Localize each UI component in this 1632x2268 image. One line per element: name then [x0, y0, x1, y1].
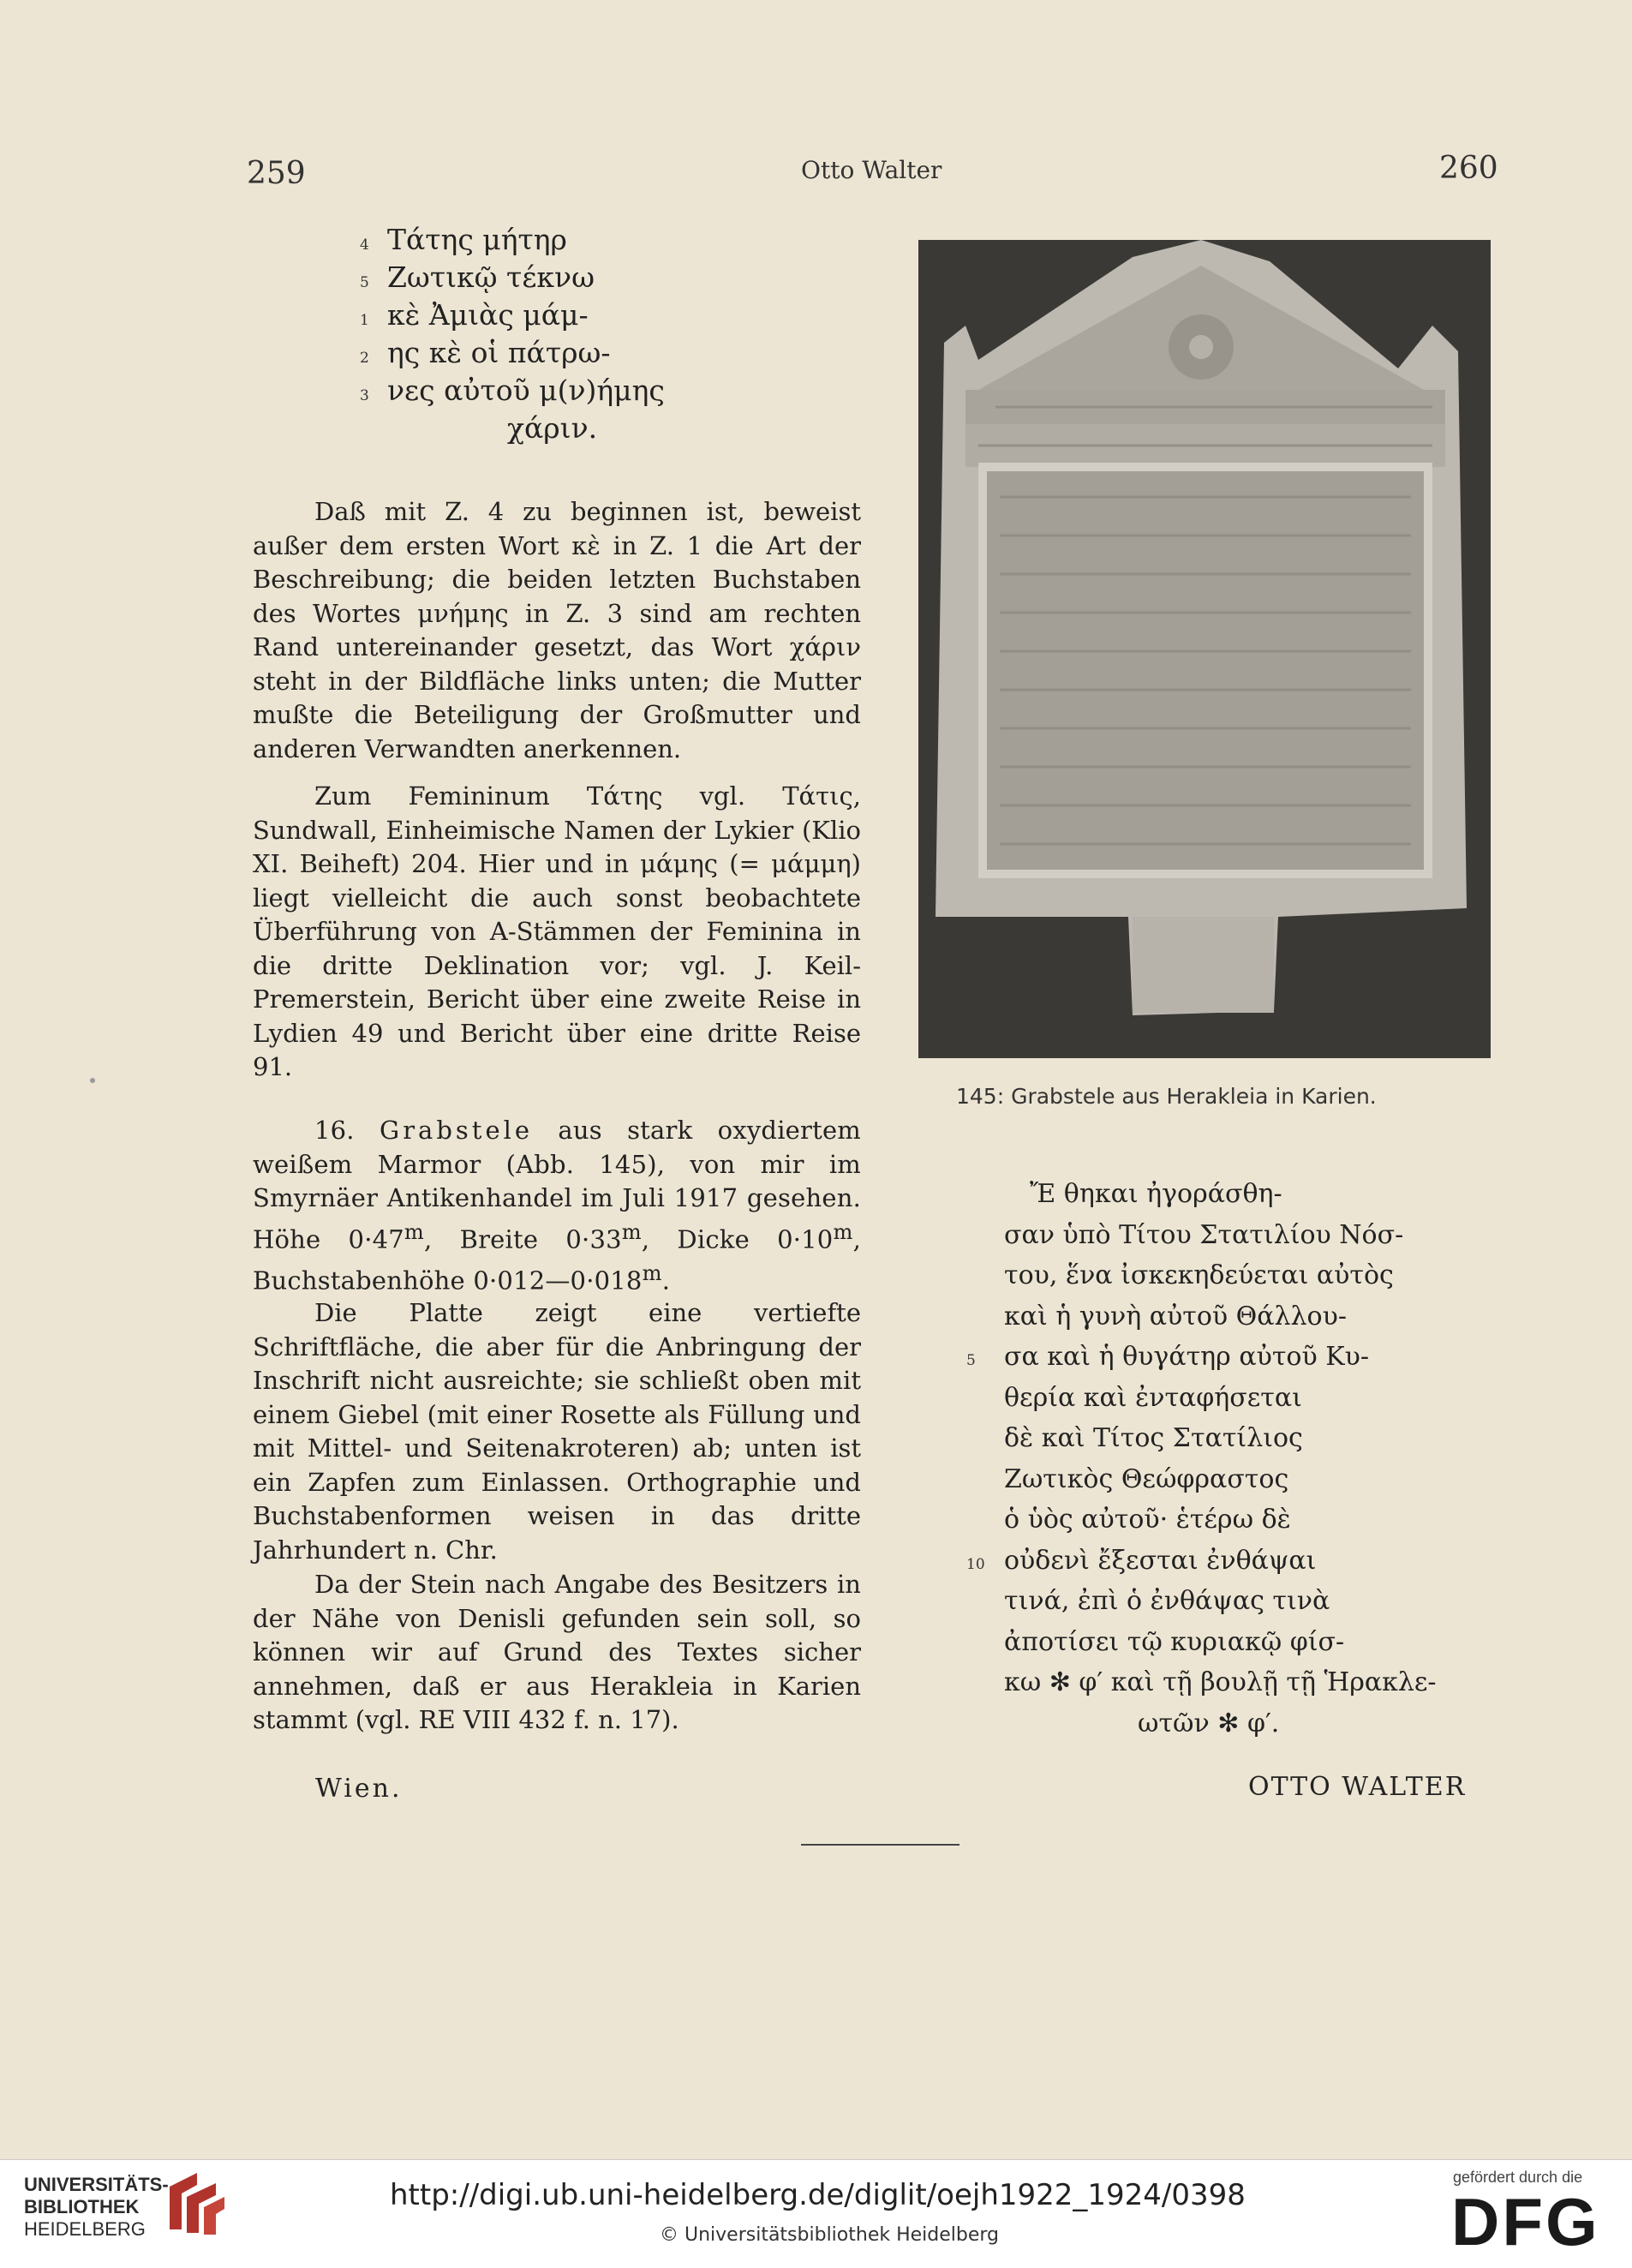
library-line-3: HEIDELBERG: [24, 2218, 146, 2240]
inscription-line: [966, 1174, 1497, 1215]
paragraph-fragment: , Breite 0·33: [424, 1224, 622, 1254]
entry-title: Grabstele: [380, 1116, 534, 1145]
unit-superscript: m: [642, 1260, 662, 1285]
page-number-left: 259: [247, 156, 306, 191]
inscription-line: [966, 1215, 1497, 1256]
paragraph-text: Zum Femininum Τάτης vgl. Τάτις, Sundwall, Einheimische Namen der Lykier (Klio XI. Beiheft) 204. Hier und in μάμης (= μάμμη) liegt vielleicht die auch sonst beobachtete Überführung von A-Stämmen der Feminina in die dritte Deklination vor; vgl. J. Keil-Premerstein, Bericht über eine zweite Reise in Lydien 49 und Bericht über eine dritte Reise 91.: [253, 781, 861, 1081]
line-text: θερία καὶ ἐνταφήσεται: [1004, 1382, 1302, 1413]
line-text: του, ἕνα ἰσκεκηδεύεται αὐτὸς: [1004, 1260, 1394, 1290]
library-name: [24, 2174, 169, 2241]
line-text: κω ✻ φ′ καὶ τῇ βουλῇ τῇ Ἡρακλε-: [1004, 1667, 1437, 1697]
inscription-line: [360, 372, 908, 410]
line-text: Ζωτικὸς Θεώφραστος: [1004, 1463, 1289, 1494]
line-text: σαν ὑπὸ Τίτου Στατιλίου Νόσ-: [1004, 1219, 1404, 1250]
permalink-url[interactable]: http://digi.ub.uni-heidelberg.de/diglit/oejh1922_1924/0398: [390, 2178, 1246, 2212]
stele-image: [918, 240, 1491, 1058]
line-number: 2: [360, 350, 369, 367]
end-rule: [801, 1844, 959, 1846]
entry-number: 16.: [314, 1116, 355, 1145]
line-number: 3: [360, 387, 369, 404]
unit-superscript: m: [833, 1219, 853, 1244]
line-text: κὲ Ἀμιὰς μάμ-: [387, 298, 589, 332]
library-line-2: BIBLIOTHEK: [24, 2196, 140, 2217]
inscription-line: [966, 1255, 1497, 1296]
library-line-1: UNIVERSITÄTS-: [24, 2174, 169, 2195]
library-logo-icon: [163, 2168, 231, 2236]
funded-by-label: gefördert durch die: [1453, 2169, 1583, 2186]
line-text: Τάτης μήτηρ: [387, 223, 567, 256]
inscription-line: [966, 1581, 1497, 1622]
paragraph-text: [253, 1114, 861, 1298]
inscription-line: [360, 334, 908, 372]
unit-superscript: m: [621, 1219, 642, 1244]
line-text: καὶ ἡ γυνὴ αὐτοῦ Θάλλου-: [1004, 1301, 1347, 1331]
line-number: 10: [966, 1555, 985, 1573]
line-text: ἀποτίσει τῷ κυριακῷ φίσ-: [1004, 1626, 1345, 1657]
inscription-right: [966, 1174, 1497, 1744]
paragraph-1: [253, 495, 861, 766]
paragraph-fragment: , Dicke 0·10: [641, 1224, 834, 1254]
line-number: 1: [360, 312, 369, 329]
author-signature: OTTO WALTER: [1248, 1772, 1467, 1802]
paragraph-5: [253, 1568, 861, 1738]
unit-superscript: m: [404, 1219, 425, 1244]
inscription-line: [966, 1541, 1497, 1582]
paragraph-2: [253, 780, 861, 1085]
line-text: σα καὶ ἡ θυγάτηρ αὐτοῦ Κυ-: [1004, 1342, 1370, 1372]
copyright-notice: © Universitätsbibliothek Heidelberg: [660, 2224, 1000, 2246]
inscription-line: [966, 1378, 1497, 1419]
line-text: ὁ ὑὸς αὐτοῦ· ἑτέρω δὲ: [1004, 1505, 1291, 1535]
paragraph-fragment: , Buchstabenhöhe 0·012—0·018: [253, 1224, 861, 1296]
paragraph-fragment: aus stark oxydiertem weißem Marmor (Abb. 145), von mir im Smyrnäer Antikenhandel im Juli 1917 gesehen. Höhe 0·47: [253, 1116, 862, 1254]
line-text: οὐδενὶ ἔξεσται ἐνθάψαι: [1004, 1545, 1317, 1576]
line-text: νες αὐτοῦ μ(ν)ήμης: [387, 374, 665, 407]
inscription-line: [966, 1662, 1497, 1703]
figure-caption: 145: Grabstele aus Herakleia in Karien.: [956, 1084, 1377, 1109]
inscription-line: [966, 1418, 1497, 1459]
paragraph-fragment: .: [661, 1266, 671, 1296]
inscription-line: [966, 1459, 1497, 1500]
inscription-line: [966, 1622, 1497, 1663]
line-text: τινά, ἐπὶ ὁ ἐνθάψας τινὰ: [1004, 1586, 1330, 1616]
paragraph-4: [253, 1296, 861, 1567]
line-text: ης κὲ οἱ πάτρω-: [387, 336, 611, 369]
inscription-line: [360, 259, 908, 296]
running-head: Otto Walter: [801, 156, 942, 184]
inscription-line: [966, 1296, 1497, 1337]
line-text: ωτῶν ✻ φ′.: [1138, 1708, 1280, 1738]
inscription-line: [966, 1499, 1497, 1541]
line-number: 5: [360, 274, 369, 291]
inscription-line: [360, 296, 908, 334]
line-text: Ἔ θηκαι ἠγοράσθη-: [1030, 1179, 1282, 1209]
paragraph-text: Da der Stein nach Angabe des Besitzers in der Nähe von Denisli gefunden sein soll, so können wir auf Grund des Textes sicher annehmen, daß er aus Herakleia in Karien stammt (vgl. RE VIII 432 f. n. 17).: [253, 1570, 861, 1734]
stele-photograph: [918, 240, 1491, 1058]
inscription-line: [966, 1337, 1497, 1378]
line-text: δὲ καὶ Τίτος Στατίλιος: [1004, 1423, 1303, 1453]
paragraph-text: Die Platte zeigt eine vertiefte Schriftfläche, die aber für die Anbringung der Inschrift nicht ausreichte; sie schließt oben mit einem Giebel (mit einer Rosette als Füllung und mit Mittel- und Seitenakroteren) ab; unten ist ein Zapfen zum Einlassen. Orthographie und Buchstabenformen weisen in das dritte Jahrhundert n. Chr.: [253, 1298, 861, 1565]
paragraph-3: [253, 1114, 861, 1298]
line-text: χάριν.: [507, 411, 598, 445]
page-speck: [90, 1078, 95, 1083]
inscription-line: [360, 410, 908, 447]
closing-place: Wien.: [315, 1774, 403, 1804]
inscription-top: [360, 221, 908, 447]
inscription-line: [966, 1703, 1497, 1744]
paragraph-text: Daß mit Z. 4 zu beginnen ist, beweist außer dem ersten Wort κὲ in Z. 1 die Art der Beschreibung; die beiden letzten Buchstaben des Wortes μνήμης in Z. 3 sind am rechten Rand untereinander gesetzt, das Wort χάριν steht in der Bildfläche links unten; die Mutter mußte die Beteiligung der Großmutter und anderen Verwandten anerkennen.: [253, 497, 861, 763]
page-number-right: 260: [1439, 151, 1498, 186]
inscription-line: [360, 221, 908, 259]
footer-bar: [0, 2159, 1632, 2268]
line-number: 5: [966, 1352, 976, 1369]
line-number: 4: [360, 236, 369, 254]
line-text: Ζωτικῷ τέκνω: [387, 260, 595, 294]
dfg-logo: DFG: [1451, 2184, 1600, 2259]
